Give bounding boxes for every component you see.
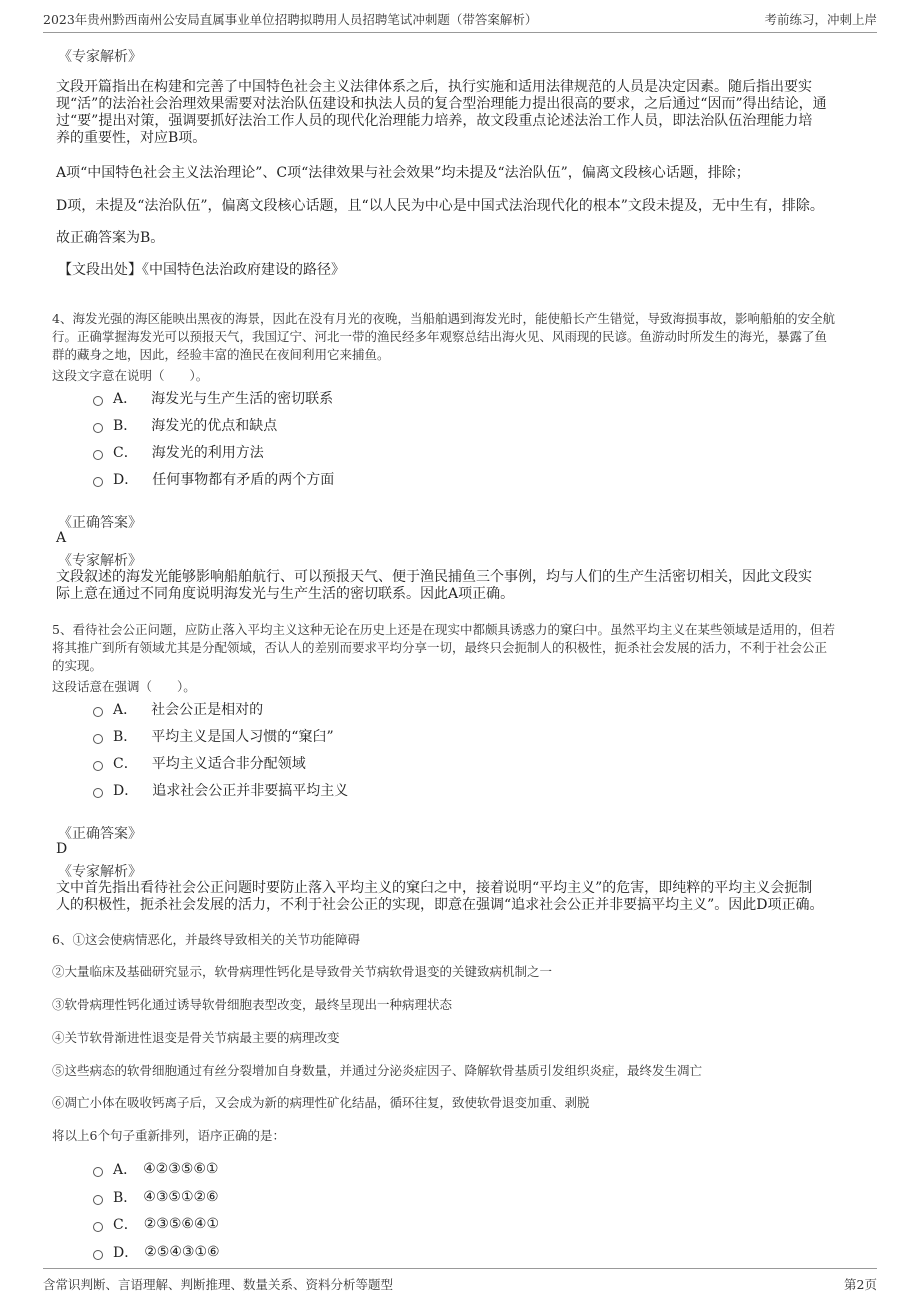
text-line: 文段开篇指出在构建和完善了中国特色社会主义法律体系之后，执行实施和适用法律规范的人员是决定因素。随后指出要实 <box>56 79 812 95</box>
radio-icon[interactable] <box>93 1222 103 1232</box>
q4-option-b[interactable] <box>93 415 277 435</box>
radio-icon[interactable] <box>93 761 103 771</box>
text-line: 4、海发光强的海区能映出黑夜的海景，因此在没有月光的夜晚，当船舶遇到海发光时，能使船长产生错觉，导致海损事故，影响船舶的安全航 <box>52 311 835 326</box>
option-letter: B． <box>113 418 138 434</box>
page-number: 第2页 <box>844 1277 877 1292</box>
radio-icon[interactable] <box>93 450 103 460</box>
answer-value: D <box>56 841 68 857</box>
analysis-paragraph: A项“中国特色社会主义法治理论”、C项“法律效果与社会效果”均未提及“法治队伍”，偏离文段核心话题，排除； <box>56 165 750 181</box>
text-line: 群的藏身之地，因此，经验丰富的渔民在夜间利用它来捕鱼。 <box>52 347 390 362</box>
text-line: 养的重要性，对应B项。 <box>56 130 207 146</box>
option-letter: D． <box>113 1245 139 1261</box>
option-text: ④②③⑤⑥① <box>143 1161 219 1177</box>
radio-icon[interactable] <box>93 396 103 406</box>
question-6-sentence: ④关节软骨渐进性退变是骨关节病最主要的病理改变 <box>52 1030 340 1045</box>
page-header <box>43 10 877 33</box>
option-text: ④③⑤①②⑥ <box>143 1189 219 1205</box>
option-letter: B． <box>113 1190 138 1206</box>
q5-option-b[interactable] <box>93 726 334 746</box>
option-letter: C． <box>113 756 138 772</box>
q6-option-b[interactable] <box>93 1187 219 1207</box>
answer-tag: 《正确答案》 <box>58 826 142 842</box>
answer-tag: 《正确答案》 <box>58 515 142 531</box>
page-footer <box>43 1268 877 1293</box>
question-5-stem <box>52 621 872 675</box>
radio-icon[interactable] <box>93 707 103 717</box>
option-text: 社会公正是相对的 <box>151 702 264 718</box>
text-line: 现“活”的法治社会治理效果需要对法治队伍建设和执法人员的复合型治理能力提出很高的要求，之后通过“因而”得出结论，通 <box>56 96 827 112</box>
analysis-paragraph: D项，未提及“法治队伍”，偏离文段核心话题，且“以人民为中心是中国式法治现代化的根本”文段未提及，无中生有，排除。 <box>56 198 824 214</box>
option-text: 任何事物都有矛盾的两个方面 <box>152 472 335 488</box>
option-letter: D． <box>113 783 139 799</box>
text-line: 人的积极性，扼杀社会发展的活力，不利于社会公正的实现，即意在强调“追求社会公正并非要搞平均主义”。因此D项正确。 <box>56 897 824 913</box>
option-text: 平均主义是国人习惯的“窠臼” <box>151 729 334 745</box>
text-line: 际上意在通过不同角度说明海发光与生产生活的密切联系。因此A项正确。 <box>56 586 515 602</box>
q4-option-d[interactable] <box>93 469 334 489</box>
radio-icon[interactable] <box>93 788 103 798</box>
radio-icon[interactable] <box>93 423 103 433</box>
radio-icon[interactable] <box>93 1167 103 1177</box>
radio-icon[interactable] <box>93 477 103 487</box>
option-letter: A． <box>113 702 138 718</box>
question-6-prompt: 将以上6个句子重新排列，语序正确的是： <box>52 1128 285 1143</box>
footer-description: 含常识判断、言语理解、判断推理、数量关系、资料分析等题型 <box>43 1277 394 1292</box>
q6-option-a[interactable] <box>93 1159 218 1179</box>
option-text: 追求社会公正并非要搞平均主义 <box>152 783 349 799</box>
option-letter: C． <box>113 1217 138 1233</box>
option-text: 平均主义适合非分配领域 <box>151 756 306 772</box>
option-text: 海发光的利用方法 <box>151 445 264 461</box>
option-letter: B． <box>113 729 138 745</box>
radio-icon[interactable] <box>93 1250 103 1260</box>
option-letter: C． <box>113 445 138 461</box>
q4-option-c[interactable] <box>93 442 264 462</box>
text-line: 行。正确掌握海发光可以预报天气，我国辽宁、河北一带的渔民经多年观察总结出海火见、风雨现的民谚。鱼游动时所发生的海光，暴露了鱼 <box>52 329 828 344</box>
analysis-tag: 《专家解析》 <box>58 864 142 880</box>
option-letter: D． <box>113 472 139 488</box>
question-4-prompt: 这段文字意在说明（ ）。 <box>52 368 209 383</box>
analysis-paragraph <box>56 79 872 147</box>
q5-option-c[interactable] <box>93 753 306 773</box>
radio-icon[interactable] <box>93 734 103 744</box>
question-5-prompt: 这段话意在强调（ ）。 <box>52 679 196 694</box>
question-6-sentence: 6、①这会使病情恶化，并最终导致相关的关节功能障碍 <box>52 932 360 947</box>
option-text: ②⑤④③①⑥ <box>144 1244 220 1260</box>
text-line: 5、看待社会公正问题，应防止落入平均主义这种无论在历史上还是在现实中都颇具诱惑力的窠臼中。虽然平均主义在某些领域是适用的，但若 <box>52 622 835 637</box>
option-letter: A． <box>113 1162 138 1178</box>
option-letter: A． <box>113 391 138 407</box>
text-line: 过“要”提出对策，强调要抓好法治工作人员的现代化治理能力培养，故文段重点论述法治工作人员，即法治队伍治理能力培 <box>56 113 813 129</box>
q6-option-d[interactable] <box>93 1242 220 1262</box>
analysis-tag: 《专家解析》 <box>58 49 142 65</box>
header-slogan: 考前练习，冲刺上岸 <box>764 12 877 27</box>
q5-option-a[interactable] <box>93 699 263 719</box>
q6-option-c[interactable] <box>93 1214 219 1234</box>
answer-value: A <box>56 530 67 546</box>
question-6-sentence: ③软骨病理性钙化通过诱导软骨细胞表型改变，最终呈现出一种病理状态 <box>52 997 453 1012</box>
q5-option-d[interactable] <box>93 780 348 800</box>
text-line: 文中首先指出看待社会公正问题时要防止落入平均主义的窠臼之中，接着说明“平均主义”的危害，即纯粹的平均主义会扼制 <box>56 880 813 896</box>
question-4-stem <box>52 310 872 364</box>
text-line: 将其推广到所有领域尤其是分配领域，否认人的差别而要求平均分享一切，最终只会扼制人的积极性，扼杀社会发展的活力，不利于社会公正 <box>52 640 828 655</box>
analysis-conclusion: 故正确答案为B。 <box>56 230 165 246</box>
question-6-sentence: ⑤这些病态的软骨细胞通过有丝分裂增加自身数量，并通过分泌炎症因子、降解软骨基质引发组织炎症，最终发生凋亡 <box>52 1063 703 1078</box>
q4-option-a[interactable] <box>93 388 333 408</box>
option-text: 海发光的优点和缺点 <box>151 418 278 434</box>
document-title: 2023年贵州黔西南州公安局直属事业单位招聘拟聘用人员招聘笔试冲刺题（带答案解析） <box>43 12 538 27</box>
analysis-tag: 《专家解析》 <box>58 553 142 569</box>
text-line: 的实现。 <box>52 658 103 673</box>
text-line: 文段叙述的海发光能够影响船舶航行、可以预报天气、便于渔民捕鱼三个事例，均与人们的生产生活密切相关，因此文段实 <box>56 569 812 585</box>
question-4-analysis <box>56 569 872 603</box>
option-text: ②③⑤⑥④① <box>143 1216 220 1232</box>
question-6-sentence: ⑥凋亡小体在吸收钙离子后，又会成为新的病理性矿化结晶，循环往复，致使软骨退变加重、剥脱 <box>52 1095 590 1110</box>
question-5-analysis <box>56 880 872 914</box>
option-text: 海发光与生产生活的密切联系 <box>151 391 334 407</box>
source-citation: 【文段出处】《中国特色法治政府建设的路径》 <box>58 262 345 278</box>
question-6-sentence: ②大量临床及基础研究显示，软骨病理性钙化是导致骨关节病软骨退变的关键致病机制之一 <box>52 964 553 979</box>
radio-icon[interactable] <box>93 1195 103 1205</box>
